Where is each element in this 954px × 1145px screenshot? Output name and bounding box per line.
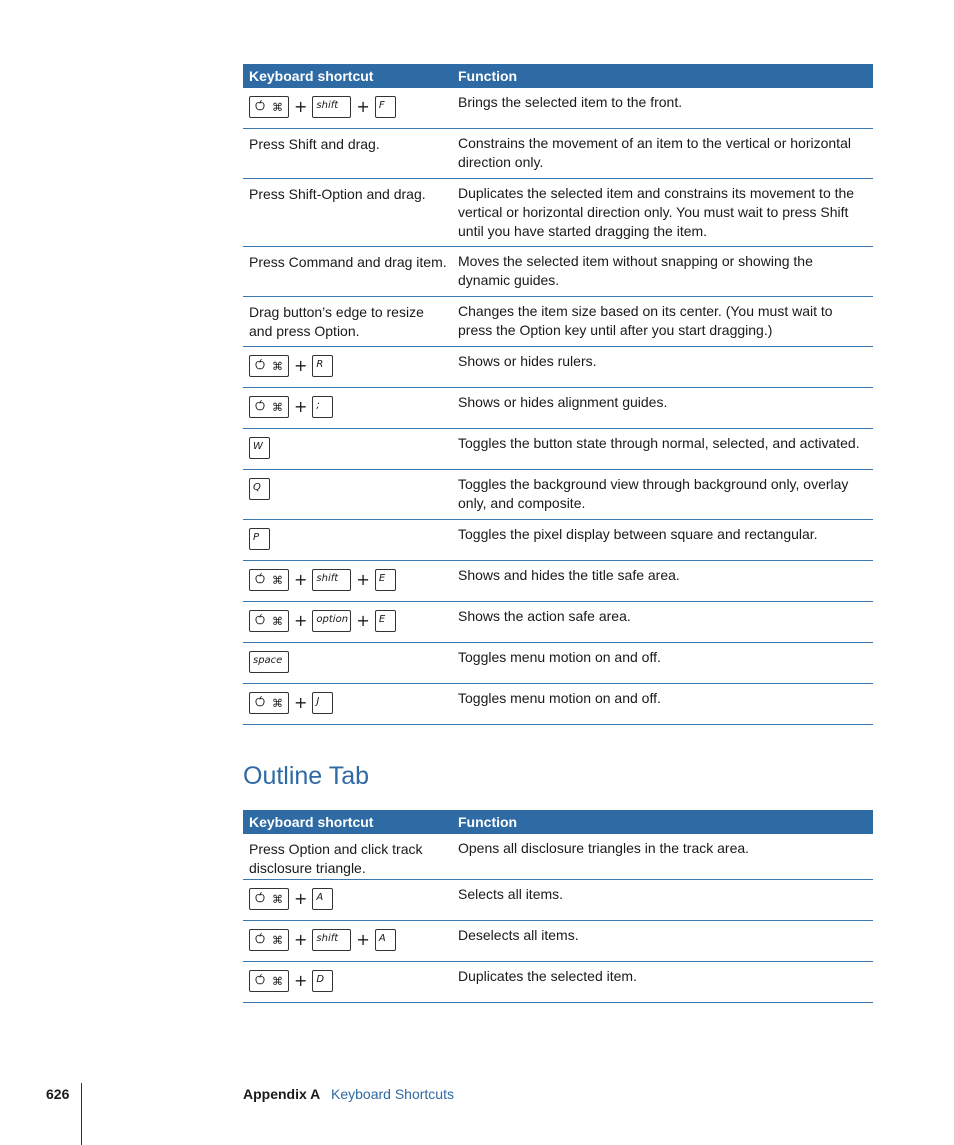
letter-key: R bbox=[312, 355, 333, 377]
table-row bbox=[243, 602, 873, 643]
key-combo bbox=[249, 95, 447, 119]
header-function: Function bbox=[458, 68, 518, 84]
key-combo bbox=[249, 969, 447, 993]
function-cell: Shows the action safe area. bbox=[458, 608, 631, 624]
shortcut-cell bbox=[243, 388, 453, 425]
footer-chapter-link[interactable]: Keyboard Shortcuts bbox=[331, 1086, 454, 1102]
plus-sign: + bbox=[294, 356, 308, 375]
function-cell: Duplicates the selected item and constrains its movement to the vertical or horizontal direction only. You must wait to press Shift until you have started dragging the item. bbox=[458, 185, 855, 239]
shortcut-cell: Press Option and click track disclosure triangle. bbox=[249, 841, 423, 876]
command-key bbox=[249, 929, 289, 951]
plus-sign: + bbox=[356, 611, 370, 630]
table-row bbox=[243, 179, 873, 247]
key-combo bbox=[249, 691, 447, 715]
key-combo bbox=[249, 568, 447, 592]
plus-sign: + bbox=[294, 397, 308, 416]
shortcut-cell: Press Command and drag item. bbox=[249, 254, 447, 270]
function-cell: Toggles menu motion on and off. bbox=[458, 690, 661, 706]
shift-key: shift bbox=[312, 569, 351, 591]
shortcut-cell bbox=[243, 347, 453, 384]
table-row bbox=[243, 561, 873, 602]
letter-key: E bbox=[375, 569, 396, 591]
key-combo bbox=[249, 436, 447, 460]
command-key bbox=[249, 569, 289, 591]
header-shortcut: Keyboard shortcut bbox=[249, 68, 374, 84]
letter-key: J bbox=[312, 692, 333, 714]
plus-sign: + bbox=[294, 570, 308, 589]
plus-sign: + bbox=[356, 930, 370, 949]
header-shortcut: Keyboard shortcut bbox=[249, 814, 374, 830]
apple-icon bbox=[255, 357, 265, 376]
table-row bbox=[243, 347, 873, 388]
command-key bbox=[249, 355, 289, 377]
apple-icon bbox=[255, 931, 265, 950]
plus-sign: + bbox=[294, 97, 308, 116]
function-cell: Duplicates the selected item. bbox=[458, 968, 637, 984]
command-key bbox=[249, 396, 289, 418]
apple-icon bbox=[255, 890, 265, 909]
table-row bbox=[243, 520, 873, 561]
table-header bbox=[243, 64, 873, 88]
shift-key: shift bbox=[312, 929, 351, 951]
command-icon: ⌘ bbox=[272, 400, 283, 414]
table-row bbox=[243, 129, 873, 179]
function-cell: Toggles the background view through background only, overlay only, and composite. bbox=[458, 476, 849, 511]
key-combo bbox=[249, 650, 447, 674]
letter-key: E bbox=[375, 610, 396, 632]
table-row bbox=[243, 429, 873, 470]
shortcut-cell bbox=[243, 470, 453, 507]
shortcut-cell bbox=[243, 429, 453, 466]
command-key bbox=[249, 692, 289, 714]
apple-icon bbox=[255, 612, 265, 631]
table-row bbox=[243, 247, 873, 297]
command-icon: ⌘ bbox=[272, 933, 283, 947]
page-number: 626 bbox=[46, 1086, 70, 1102]
key-combo bbox=[249, 395, 447, 419]
letter-key: F bbox=[375, 96, 396, 118]
function-cell: Deselects all items. bbox=[458, 927, 579, 943]
function-cell: Shows and hides the title safe area. bbox=[458, 567, 680, 583]
plus-sign: + bbox=[356, 97, 370, 116]
option-key: option bbox=[312, 610, 351, 632]
plus-sign: + bbox=[294, 611, 308, 630]
letter-key: W bbox=[249, 437, 270, 459]
command-key bbox=[249, 970, 289, 992]
command-icon: ⌘ bbox=[272, 696, 283, 710]
shortcut-cell bbox=[243, 602, 453, 639]
letter-key: Q bbox=[249, 478, 270, 500]
letter-key: A bbox=[375, 929, 396, 951]
shortcut-cell: Drag button’s edge to resize and press Option. bbox=[249, 304, 424, 339]
plus-sign: + bbox=[294, 971, 308, 990]
function-cell: Changes the item size based on its center. (You must wait to press the Option key until after you start dragging.) bbox=[458, 303, 833, 338]
footer-appendix: Appendix A bbox=[243, 1086, 321, 1102]
function-cell: Opens all disclosure triangles in the track area. bbox=[458, 840, 750, 856]
shortcut-cell bbox=[243, 561, 453, 598]
footer-divider bbox=[81, 1083, 82, 1145]
apple-icon bbox=[255, 98, 265, 117]
function-cell: Moves the selected item without snapping or showing the dynamic guides. bbox=[458, 253, 813, 288]
table-row bbox=[243, 388, 873, 429]
shortcut-cell: Press Shift-Option and drag. bbox=[249, 186, 426, 202]
table-row bbox=[243, 470, 873, 520]
function-cell: Selects all items. bbox=[458, 886, 564, 902]
key-combo bbox=[249, 354, 447, 378]
table-row bbox=[243, 921, 873, 962]
key-combo bbox=[249, 887, 447, 911]
command-key bbox=[249, 96, 289, 118]
table-row bbox=[243, 88, 873, 129]
table-row bbox=[243, 684, 873, 725]
command-key bbox=[249, 610, 289, 632]
shortcut-cell bbox=[243, 88, 453, 125]
letter-key: ; bbox=[312, 396, 333, 418]
shortcut-cell bbox=[243, 921, 453, 958]
apple-icon bbox=[255, 972, 265, 991]
function-cell: Toggles menu motion on and off. bbox=[458, 649, 661, 665]
key-combo bbox=[249, 477, 447, 501]
header-function: Function bbox=[458, 814, 518, 830]
apple-icon bbox=[255, 398, 265, 417]
shortcut-cell bbox=[243, 684, 453, 721]
shortcut-cell: Press Shift and drag. bbox=[249, 136, 380, 152]
function-cell: Shows or hides alignment guides. bbox=[458, 394, 668, 410]
shortcuts-table bbox=[243, 64, 873, 725]
space-key: space bbox=[249, 651, 289, 673]
command-icon: ⌘ bbox=[272, 573, 283, 587]
function-cell: Brings the selected item to the front. bbox=[458, 94, 683, 110]
table-header bbox=[243, 810, 873, 834]
key-combo bbox=[249, 527, 447, 551]
shortcut-cell bbox=[243, 962, 453, 999]
table-row bbox=[243, 962, 873, 1003]
command-icon: ⌘ bbox=[272, 614, 283, 628]
plus-sign: + bbox=[294, 693, 308, 712]
shortcut-cell bbox=[243, 880, 453, 917]
outline-tab-table bbox=[243, 810, 873, 1003]
function-cell: Shows or hides rulers. bbox=[458, 353, 597, 369]
plus-sign: + bbox=[294, 889, 308, 908]
apple-icon bbox=[255, 694, 265, 713]
plus-sign: + bbox=[294, 930, 308, 949]
command-icon: ⌘ bbox=[272, 974, 283, 988]
command-icon: ⌘ bbox=[272, 892, 283, 906]
command-icon: ⌘ bbox=[272, 100, 283, 114]
section-title: Outline Tab bbox=[243, 762, 370, 790]
command-key bbox=[249, 888, 289, 910]
shift-key: shift bbox=[312, 96, 351, 118]
table-row bbox=[243, 643, 873, 684]
shortcut-cell bbox=[243, 643, 453, 680]
command-icon: ⌘ bbox=[272, 359, 283, 373]
letter-key: P bbox=[249, 528, 270, 550]
table-row bbox=[243, 880, 873, 921]
key-combo bbox=[249, 928, 447, 952]
letter-key: D bbox=[312, 970, 333, 992]
function-cell: Toggles the button state through normal, selected, and activated. bbox=[458, 435, 860, 451]
shortcut-cell bbox=[243, 520, 453, 557]
function-cell: Toggles the pixel display between square and rectangular. bbox=[458, 526, 818, 542]
function-cell: Constrains the movement of an item to the vertical or horizontal direction only. bbox=[458, 135, 851, 170]
apple-icon bbox=[255, 571, 265, 590]
table-row bbox=[243, 297, 873, 347]
table-row bbox=[243, 834, 873, 880]
letter-key: A bbox=[312, 888, 333, 910]
key-combo bbox=[249, 609, 447, 633]
plus-sign: + bbox=[356, 570, 370, 589]
